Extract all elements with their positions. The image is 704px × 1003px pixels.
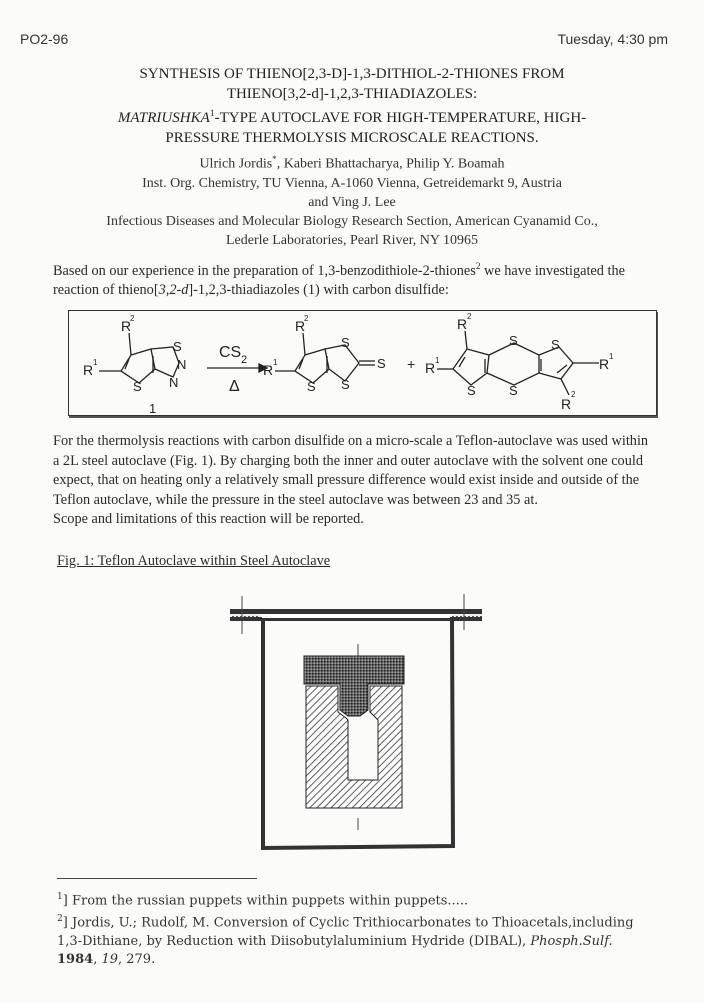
atom-s: S xyxy=(173,339,182,354)
body-section xyxy=(53,432,653,530)
r2-label: R xyxy=(457,316,468,332)
author-block xyxy=(0,150,704,250)
scope-sentence: Scope and limitations of this reaction will be reported. xyxy=(53,511,364,527)
and-author: and Ving J. Lee xyxy=(308,194,396,210)
r1-sub: 1 xyxy=(93,358,98,367)
footnote-1 xyxy=(57,888,657,910)
reagent-label: CS xyxy=(219,344,242,361)
session-time: Tuesday, 4:30 pm xyxy=(557,31,668,47)
r1-label: R xyxy=(425,360,436,376)
r1-sub: 1 xyxy=(609,352,614,361)
author-primary: Ulrich Jordis xyxy=(199,156,273,172)
title-line-4: PRESSURE THERMOLYSIS MICROSCALE REACTIONS. xyxy=(165,130,539,146)
affiliation-2: Infectious Diseases and Molecular Biology Research Section, American Cyanamid Co., xyxy=(106,213,598,229)
reaction-scheme xyxy=(68,310,657,416)
r2-label: R xyxy=(295,318,306,334)
atom-s: S xyxy=(509,333,518,348)
r1-label: R xyxy=(263,362,274,378)
reaction-scheme-svg xyxy=(69,311,656,415)
atom-n: N xyxy=(177,357,187,372)
affiliation-3: Lederle Laboratories, Pearl River, NY 10965 xyxy=(226,232,478,248)
intro-text-2: we have investigated the reaction of thieno[ xyxy=(53,262,625,299)
corresponding-mark: * xyxy=(272,154,277,164)
footnotes xyxy=(57,888,657,969)
r2-sub: 2 xyxy=(304,314,309,323)
intro-paragraph xyxy=(53,258,653,301)
r2-label: R xyxy=(561,396,572,412)
title-line-3 xyxy=(0,104,704,128)
author-names xyxy=(0,150,704,174)
atom-n: N xyxy=(169,375,179,390)
title-line-3-rest: -TYPE AUTOCLAVE FOR HIGH-TEMPERATURE, HIGH- xyxy=(214,110,587,126)
intro-ref: 2 xyxy=(475,262,481,272)
atom-s: S xyxy=(467,383,476,398)
title-line-2: THIENO[3,2-d]-1,2,3-THIADIAZOLES: xyxy=(226,86,478,102)
affiliation-1: Inst. Org. Chemistry, TU Vienna, A-1060 Vienna, Getreidemarkt 9, Austria xyxy=(142,175,562,191)
footnote-mark: 1 xyxy=(57,892,63,902)
body-paragraph: For the thermolysis reactions with carbon disulfide on a micro-scale a Teflon-autoclave was used within a 2L steel autoclave (Fig. 1). By charging both the inner and outer autoclave with the solvent one could expect, that on heating only a relatively small pressure difference would exist inside and outside of the Teflon autoclave, while the pressure in the steel autoclave was between 23 and 35 at. xyxy=(53,433,649,508)
title-footnote-ref: 1 xyxy=(209,108,215,119)
r2-label: R xyxy=(121,318,132,334)
figure-caption: Fig. 1: Teflon Autoclave within Steel Autoclave xyxy=(57,553,331,569)
compound-label: 1 xyxy=(149,401,157,415)
poster-code: PO2-96 xyxy=(20,31,69,47)
footnote-text: ] From the russian puppets within puppets within puppets..... xyxy=(62,893,469,909)
intro-text-1: Based on our experience in the preparation of 1,3-benzodithiole-2-thiones xyxy=(53,262,476,279)
r1-sub: 1 xyxy=(435,356,440,365)
heat-symbol: Δ xyxy=(229,378,240,395)
seal-left xyxy=(230,614,260,617)
atom-s: S xyxy=(341,335,350,350)
steel-lid xyxy=(230,609,482,614)
r1-sub: 1 xyxy=(273,358,278,367)
journal-pages: , 279. xyxy=(118,951,156,967)
title-line-1: SYNTHESIS OF THIENO[2,3-D]-1,3-DITHIOL-2-THIONES FROM xyxy=(139,66,565,82)
atom-s: S xyxy=(133,379,142,394)
dithiole-ring xyxy=(325,345,359,381)
journal-volume: 19 xyxy=(101,951,118,967)
footnote-mark: 2 xyxy=(57,914,63,925)
journal-name: Phosph.Sulf. xyxy=(530,933,613,949)
footnote-rule xyxy=(57,878,257,879)
autoclave-figure xyxy=(228,592,488,862)
r2-sub: 2 xyxy=(130,314,135,323)
atom-s: S xyxy=(377,356,386,371)
journal-year: 1984 xyxy=(57,951,94,967)
r1-label: R xyxy=(599,356,610,372)
seal-right xyxy=(452,614,482,617)
intro-italic: 3,2-d xyxy=(158,282,189,299)
r2-sub: 2 xyxy=(467,312,472,321)
thiophene-ring-3 xyxy=(453,349,489,385)
plus-sign: + xyxy=(407,356,416,372)
dithiin-ring xyxy=(487,343,539,385)
author-others: , Kaberi Bhattacharya, Philip Y. Boamah xyxy=(276,156,505,172)
title-italic: MATRIUSHKA xyxy=(117,110,210,126)
r2-sub: 2 xyxy=(571,390,576,399)
intro-text-3: ]-1,2,3-thiadiazoles (1) with carbon disulfide: xyxy=(188,282,449,299)
footnote-2: $^2$] Jordis, U.; Rudolf, M. Conversion of Cyclic Trithiocarbonates to Thioacetals,including 1,3-Dithiane, by Reduction with Diisobutylaluminium Hydride (DIBAL), Phosph.Sulf. 1984, 19, 279. xyxy=(57,914,634,967)
footnote-text: ] Jordis, U.; Rudolf, M. Conversion of Cyclic Trithiocarbonates to Thioacetals,including 1,3-Dithiane, by Reduction with Diisobutylaluminium Hydride (DIBAL), xyxy=(57,915,634,949)
atom-s: S xyxy=(341,377,350,392)
reagent-sub: 2 xyxy=(241,354,248,366)
atom-s: S xyxy=(307,379,316,394)
atom-s: S xyxy=(509,383,518,398)
atom-s: S xyxy=(551,337,560,352)
r1-label: R xyxy=(83,362,94,378)
paper-title xyxy=(0,64,704,148)
